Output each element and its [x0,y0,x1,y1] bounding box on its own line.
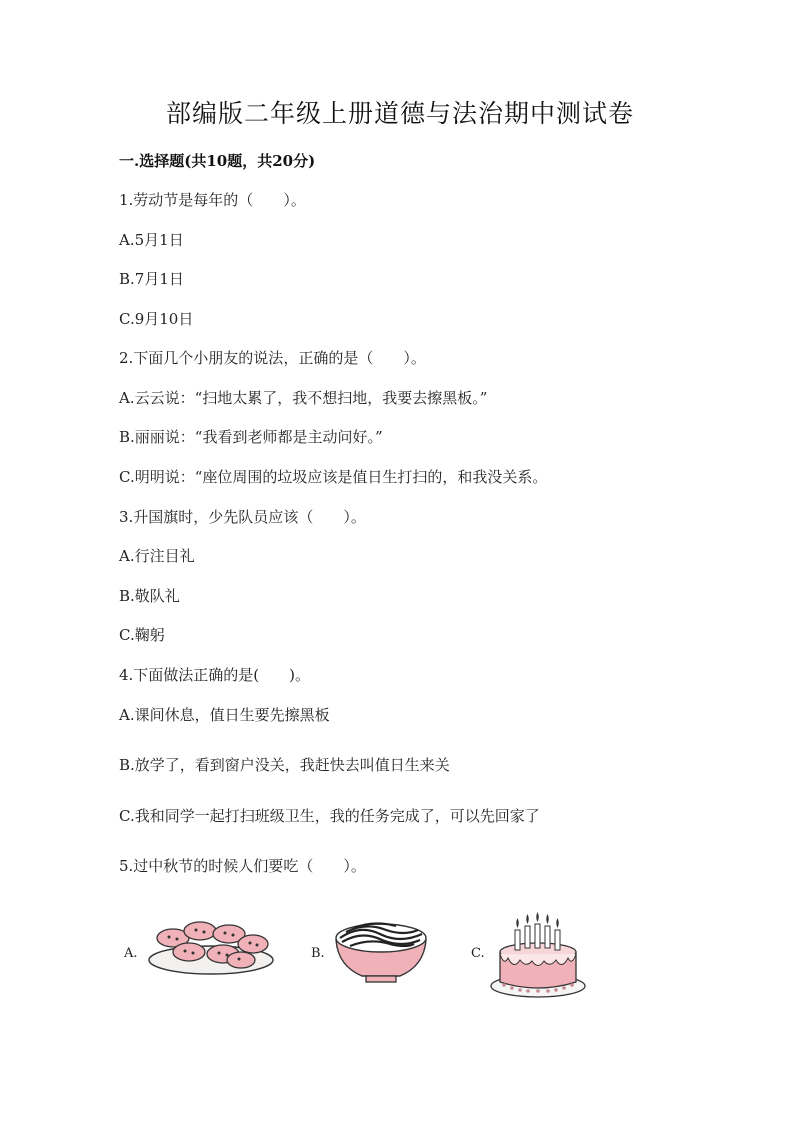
question-4-option-b: B.放学了，看到窗户没关，我赶快去叫值日生来关 [119,756,450,774]
question-3-stem: 3.升国旗时，少先队员应该（ ）。 [119,508,366,526]
question-2-option-a: A.云云说：“扫地太累了，我不想扫地，我要去擦黑板。” [119,389,488,407]
birthday-cake-icon [488,910,588,1002]
question-5-image-options [0,900,800,1010]
question-5-option-b-label: B. [311,946,325,961]
question-1-option-a: A.5月1日 [119,231,184,249]
question-3-option-a: A.行注目礼 [119,547,195,565]
question-1-stem: 1.劳动节是每年的（ ）。 [119,191,306,209]
question-3-option-c: C.鞠躬 [119,626,165,644]
section-heading: 一.选择题(共10题，共20分) [119,152,316,170]
question-2-option-c: C.明明说：“座位周围的垃圾应该是值日生打扫的，和我没关系。 [119,468,548,486]
mooncakes-icon [145,916,277,978]
question-1-option-b: B.7月1日 [119,270,184,288]
page-title: 部编版二年级上册道德与法治期中测试卷 [165,99,634,128]
question-5-option-a-label: A. [124,946,138,961]
question-1-option-c: C.9月10日 [119,310,194,328]
question-4-stem: 4.下面做法正确的是( )。 [119,666,311,684]
noodle-bowl-icon [330,914,432,986]
question-2-stem: 2.下面几个小朋友的说法，正确的是（ ）。 [119,349,426,367]
question-4-option-a: A.课间休息，值日生要先擦黑板 [119,706,330,724]
question-5-option-c-label: C. [471,946,485,961]
question-5-stem: 5.过中秋节的时候人们要吃（ ）。 [119,857,366,875]
question-2-option-b: B.丽丽说：“我看到老师都是主动问好。” [119,428,383,446]
question-4-option-c: C.我和同学一起打扫班级卫生，我的任务完成了，可以先回家了 [119,807,540,825]
question-3-option-b: B.敬队礼 [119,587,180,605]
